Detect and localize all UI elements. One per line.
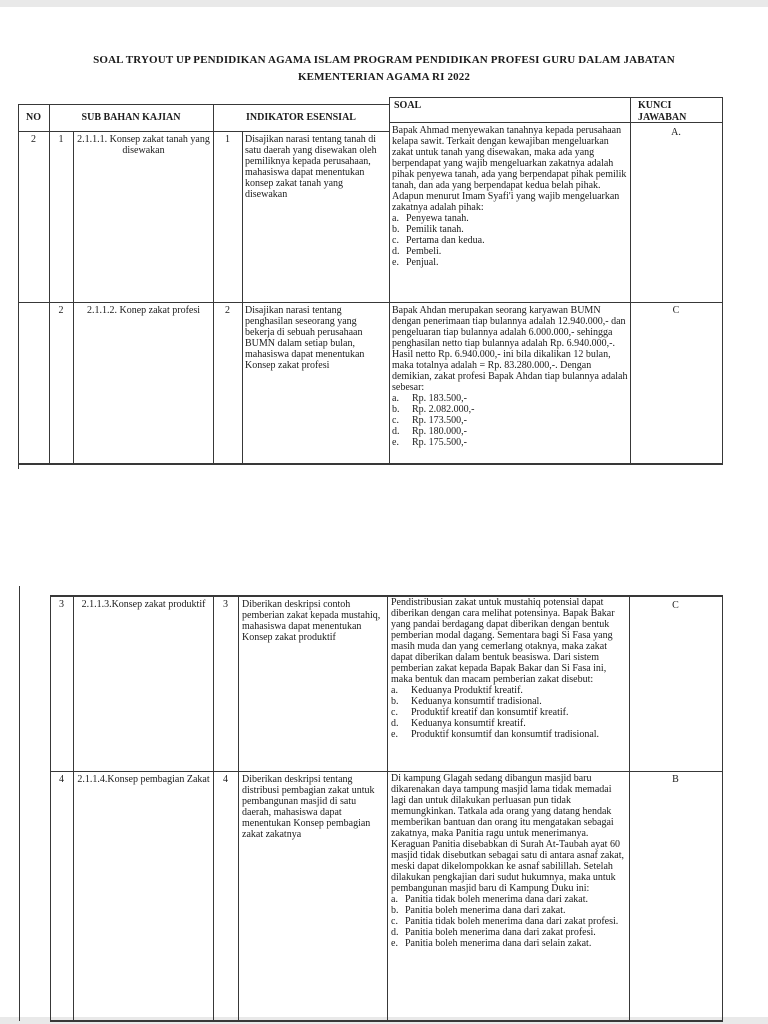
header-sub-bahan-kajian: SUB BAHAN KAJIAN: [81, 112, 181, 123]
table-border: [238, 595, 239, 1021]
answer-option: [392, 235, 628, 246]
cell-soal: [392, 305, 628, 448]
answer-option-label: c.: [391, 707, 398, 718]
table-border: [630, 97, 631, 464]
soal-options: [392, 213, 628, 268]
answer-option-text: Penyewa tanah.: [406, 213, 469, 224]
answer-option: [392, 224, 628, 235]
table-border: [722, 97, 723, 464]
answer-option-text: Panitia boleh menerima dana dari zakat.: [405, 905, 566, 916]
answer-option-label: a.: [392, 213, 399, 224]
answer-option: [391, 707, 627, 718]
answer-option-label: a.: [391, 685, 398, 696]
page-edge-top: [0, 0, 768, 7]
table-border: [73, 595, 74, 1021]
answer-option-label: d.: [392, 246, 400, 257]
answer-option: [392, 246, 628, 257]
answer-option-text: Penjual.: [406, 257, 439, 268]
answer-option: [391, 905, 627, 916]
cell-soal: [391, 773, 627, 949]
answer-option-label: c.: [391, 916, 398, 927]
answer-option: [391, 718, 627, 729]
document-title-line2: KEMENTERIAN AGAMA RI 2022: [297, 71, 471, 83]
header-soal: SOAL: [394, 100, 422, 111]
soal-options: [391, 685, 627, 740]
soal-options: [392, 393, 628, 448]
cell-soal: [392, 125, 628, 268]
answer-option-text: Keduanya Produktif kreatif.: [411, 685, 523, 696]
answer-option-label: e.: [391, 938, 398, 949]
answer-option-text: Pemilik tanah.: [406, 224, 464, 235]
answer-option-label: d.: [391, 927, 399, 938]
cell-indikator-no: 3: [223, 599, 228, 610]
answer-option: [391, 927, 627, 938]
answer-option: [392, 437, 628, 448]
table-border: [213, 595, 214, 1021]
answer-option: [392, 404, 628, 415]
table-border: [213, 104, 214, 464]
cell-indikator-esensial: Diberikan deskripsi tentang distribusi pembagian zakat untuk pembangunan masjid di satu daerah, mahasiswa dapat menentukan Konsep pembagian zakat zakatnya: [242, 774, 375, 840]
table-border: [18, 104, 19, 469]
table-border: [18, 302, 723, 303]
answer-option: [391, 894, 627, 905]
answer-option-text: Panitia boleh menerima dana dari selain zakat.: [405, 938, 592, 949]
cell-row-no: 3: [59, 599, 64, 610]
answer-option-text: Pertama dan kedua.: [406, 235, 485, 246]
cell-section-no: 2: [31, 134, 36, 145]
soal-paragraph: Pendistribusian zakat untuk mustahiq potensial dapat diberikan dengan cara melihat potensinya. Bapak Bakar yang pandai berdagang dapat diberikan dengan bentuk pemberian modal dagang. Sementara bagi Si Fasa yang masih muda dan yang cemerlang otaknya, maka zakat dapat diberikan dalam bentuk beasiswa. Dari sistem pemberian zakat kepada Bapak Bakar dan Si Fasa ini, maka bentuk dan macam pemberian zakat disebut:: [391, 597, 615, 685]
cell-indikator-esensial: Disajikan narasi tentang penghasilan seseorang yang bekerja di sebuah perusahaan BUMN dalam setiap bulan, mahasiswa dapat menentukan Konsep zakat profesi: [245, 305, 365, 371]
answer-option-text: Rp. 180.000,-: [412, 426, 467, 437]
answer-option-text: Panitia boleh menerima dana dari zakat profesi.: [405, 927, 596, 938]
cell-indikator-no: 1: [225, 134, 230, 145]
answer-option-label: d.: [392, 426, 400, 437]
cell-indikator-esensial: Diberikan deskripsi contoh pemberian zakat kepada mustahiq, mahasiswa dapat menentukan Konsep zakat produktif: [242, 599, 381, 643]
answer-option-label: b.: [392, 404, 400, 415]
cell-sub-bahan-kajian: 2.1.1.4.Konsep pembagian Zakat: [77, 774, 210, 785]
answer-option: [391, 729, 627, 740]
answer-option-text: Rp. 183.500,-: [412, 393, 467, 404]
cell-kunci-jawaban: C: [672, 600, 679, 611]
cell-row-no: 2: [58, 305, 64, 316]
answer-option: [392, 393, 628, 404]
answer-option: [392, 415, 628, 426]
answer-option-text: Keduanya konsumtif kreatif.: [411, 718, 526, 729]
answer-option-label: a.: [391, 894, 398, 905]
table-border: [389, 97, 390, 464]
soal-options: [391, 894, 627, 949]
answer-option-text: Produktif kreatif dan konsumtif kreatif.: [411, 707, 569, 718]
answer-option-text: Pembeli.: [406, 246, 442, 257]
answer-option-label: c.: [392, 415, 399, 426]
answer-option-label: d.: [391, 718, 399, 729]
answer-option-label: c.: [392, 235, 399, 246]
document-title-line1: SOAL TRYOUT UP PENDIDIKAN AGAMA ISLAM PROGRAM PENDIDIKAN PROFESI GURU DALAM JABATAN: [93, 54, 675, 66]
answer-option-text: Panitia tidak boleh menerima dana dari zakat.: [405, 894, 588, 905]
table-border: [18, 463, 723, 465]
answer-option: [391, 916, 627, 927]
answer-option-label: e.: [392, 257, 399, 268]
answer-option-text: Rp. 173.500,-: [412, 415, 467, 426]
answer-option-text: Produktif konsumtif dan konsumtif tradisional.: [411, 729, 600, 740]
cell-indikator-esensial: Disajikan narasi tentang tanah di satu daerah yang disewakan oleh pemiliknya kepada perusahaan, mahasiswa dapat menentukan konsep zakat tanah yang disewakan: [245, 134, 377, 200]
answer-option-label: b.: [391, 905, 399, 916]
table-border: [19, 586, 20, 1021]
header-kunci-jawaban: KUNCI JAWABAN: [638, 100, 687, 123]
table-border: [387, 595, 388, 1021]
answer-option-label: e.: [392, 437, 399, 448]
table-border: [722, 595, 723, 1021]
answer-option-text: Rp. 2.082.000,-: [412, 404, 475, 415]
cell-sub-bahan-kajian: 2.1.1.2. Konep zakat profesi: [86, 305, 201, 316]
document-title: [0, 52, 768, 86]
answer-option: [391, 938, 627, 949]
answer-option: [392, 257, 628, 268]
soal-paragraph: Bapak Ahdan merupakan seorang karyawan BUMN dengan penerimaan tiap bulannya adalah 12.940.000,- dan pengeluaran tiap bulannya adalah 6.000.000,- sehingga penghasilan netto tiap bulannya adalah Rp. 6.940.000,-. Hasil netto Rp. 6.940.000,- ini bila dikalikan 12 bulan, maka totalnya adalah = Rp. 83.280.000,-. Dengan demikian, zakat profesi Bapak Ahdan tiap bulannya adalah sebesar:: [392, 305, 628, 393]
answer-option: [392, 426, 628, 437]
table-border: [389, 97, 723, 98]
header-no: NO: [26, 112, 41, 123]
cell-sub-bahan-kajian: 2.1.1.1. Konsep zakat tanah yang disewakan: [77, 134, 210, 156]
table-border: [73, 131, 74, 464]
table-border: [50, 595, 51, 1021]
answer-option-label: b.: [392, 224, 400, 235]
soal-paragraph: Bapak Ahmad menyewakan tanahnya kepada perusahaan kelapa sawit. Terkait dengan kewajiban mengeluarkan zakat untuk tanah yang disewakan, maka ada yang berpendapat yang wajib mengeluarkan zakatnya adalah pihak penyewa tanah, ada yang berpendapat pihak pemilik tanah, dan ada yang berpendapat kedua belah pihak. Adapun menurut Imam Syafi'i yang wajib mengeluarkan zakatnya adalah pihak:: [392, 125, 627, 213]
table-border: [18, 104, 390, 105]
table-border: [629, 595, 630, 1021]
cell-indikator-no: 4: [223, 774, 228, 785]
cell-row-no: 4: [59, 774, 64, 785]
soal-paragraph: Di kampung Glagah sedang dibangun masjid baru dikarenakan daya tampung masjid lama tidak memadai lagi dan untuk dilakukan perluasan pun tidak memungkinkan. Tatkala ada orang yang datang hendak memberikan bantuan dan orang itu mengatakan sebagai zakatnya, maka Panitia ragu untuk menerimanya. Keraguan Panitia disebabkan di Surah At-Taubah ayat 60 masjid tidak disebutkan sebagai satu di antara asnaf zakat, meski dapat dikelompokkan ke asnaf sabilillah. Setelah dilakukan pengkajian dari sudut hukumnya, maka untuk pembangunan masjid baru di Kampung Duku ini:: [391, 773, 624, 894]
answer-option-label: a.: [392, 393, 399, 404]
header-indikator-esensial: INDIKATOR ESENSIAL: [246, 112, 356, 123]
answer-option: [392, 213, 628, 224]
answer-option-text: Rp. 175.500,-: [412, 437, 467, 448]
answer-option: [391, 685, 627, 696]
cell-kunci-jawaban: A.: [671, 127, 681, 138]
answer-option-text: Keduanya konsumtif tradisional.: [411, 696, 542, 707]
cell-kunci-jawaban: B: [672, 774, 679, 785]
answer-option-label: e.: [391, 729, 398, 740]
cell-sub-bahan-kajian: 2.1.1.3.Konsep zakat produktif: [81, 599, 206, 610]
answer-option-label: b.: [391, 696, 399, 707]
table-border: [49, 104, 50, 464]
cell-row-no: 1: [58, 134, 64, 145]
answer-option: [391, 696, 627, 707]
cell-kunci-jawaban: C: [672, 305, 680, 316]
cell-indikator-no: 2: [225, 305, 230, 316]
answer-option-text: Panitia tidak boleh menerima dana dari zakat profesi.: [405, 916, 619, 927]
table-border: [242, 131, 243, 464]
cell-soal: [391, 597, 627, 740]
